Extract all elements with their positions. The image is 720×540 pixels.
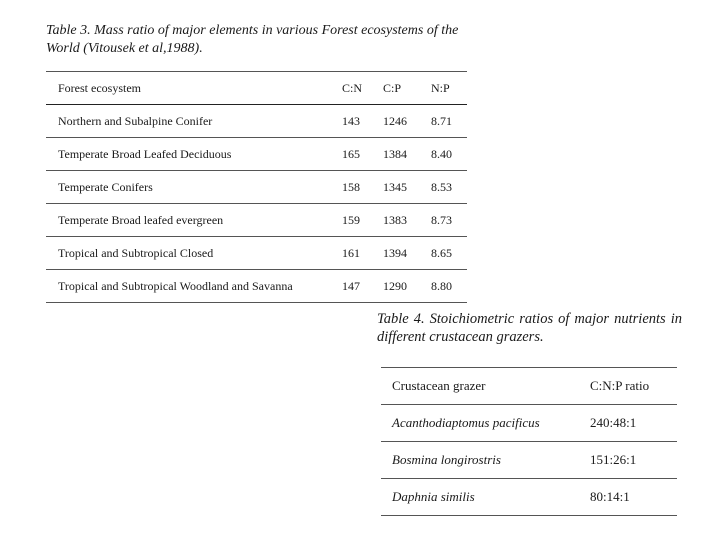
- table-cell: 8.65: [431, 245, 452, 260]
- table-row: [381, 405, 677, 442]
- table-cell: 8.40: [431, 146, 452, 161]
- table-cell: Daphnia similis: [392, 489, 475, 504]
- table-cell: 1384: [383, 146, 407, 161]
- column-header: Crustacean grazer: [392, 378, 486, 393]
- crustacean-ratio-table: [381, 367, 677, 516]
- table-header-row: [46, 72, 467, 105]
- table4-caption: Table 4. Stoichiometric ratios of major nutrients in different crustacean grazers.: [377, 311, 682, 345]
- column-header: N:P: [431, 80, 450, 95]
- table-cell: Bosmina longirostris: [392, 452, 501, 467]
- table-cell: 165: [342, 146, 360, 161]
- forest-ratio-table: [46, 71, 467, 303]
- table-cell: 8.80: [431, 278, 452, 293]
- table-row: [381, 442, 677, 479]
- table-row: [46, 204, 467, 237]
- table-cell: Northern and Subalpine Conifer: [58, 113, 213, 128]
- table3-caption: Table 3. Mass ratio of major elements in various Forest ecosystems of the World (Vitousek et al,1988).: [46, 23, 459, 56]
- table-row: [381, 479, 677, 516]
- table-cell: Tropical and Subtropical Closed: [58, 245, 214, 260]
- table-row: [46, 270, 467, 303]
- table-cell: 161: [342, 245, 360, 260]
- table-cell: Acanthodiaptomus pacificus: [392, 415, 540, 430]
- table-cell: 147: [342, 278, 360, 293]
- column-header: C:N:P ratio: [590, 378, 650, 393]
- table-cell: Tropical and Subtropical Woodland and Savanna: [58, 278, 293, 293]
- table-row: [46, 171, 467, 204]
- table-cell: 151:26:1: [590, 452, 637, 467]
- table-cell: 1394: [383, 245, 407, 260]
- table-cell: 8.73: [431, 212, 452, 227]
- table-cell: Temperate Broad leafed evergreen: [58, 212, 224, 227]
- table-cell: 8.71: [431, 113, 452, 128]
- table-row: [46, 105, 467, 138]
- table-cell: Temperate Conifers: [58, 179, 153, 194]
- column-header: Forest ecosystem: [58, 80, 141, 95]
- table-row: [46, 237, 467, 270]
- table-cell: Temperate Broad Leafed Deciduous: [58, 146, 232, 161]
- table-cell: 158: [342, 179, 360, 194]
- table-header-row: [381, 368, 677, 405]
- column-header: C:N: [342, 80, 363, 95]
- table-cell: 1290: [383, 278, 407, 293]
- table-cell: 1345: [383, 179, 407, 194]
- table-cell: 1383: [383, 212, 407, 227]
- table-row: [46, 138, 467, 171]
- table-cell: 159: [342, 212, 360, 227]
- table-cell: 8.53: [431, 179, 452, 194]
- table-cell: 240:48:1: [590, 415, 637, 430]
- table-cell: 80:14:1: [590, 489, 630, 504]
- table-cell: 1246: [383, 113, 407, 128]
- column-header: C:P: [383, 80, 402, 95]
- table-cell: 143: [342, 113, 360, 128]
